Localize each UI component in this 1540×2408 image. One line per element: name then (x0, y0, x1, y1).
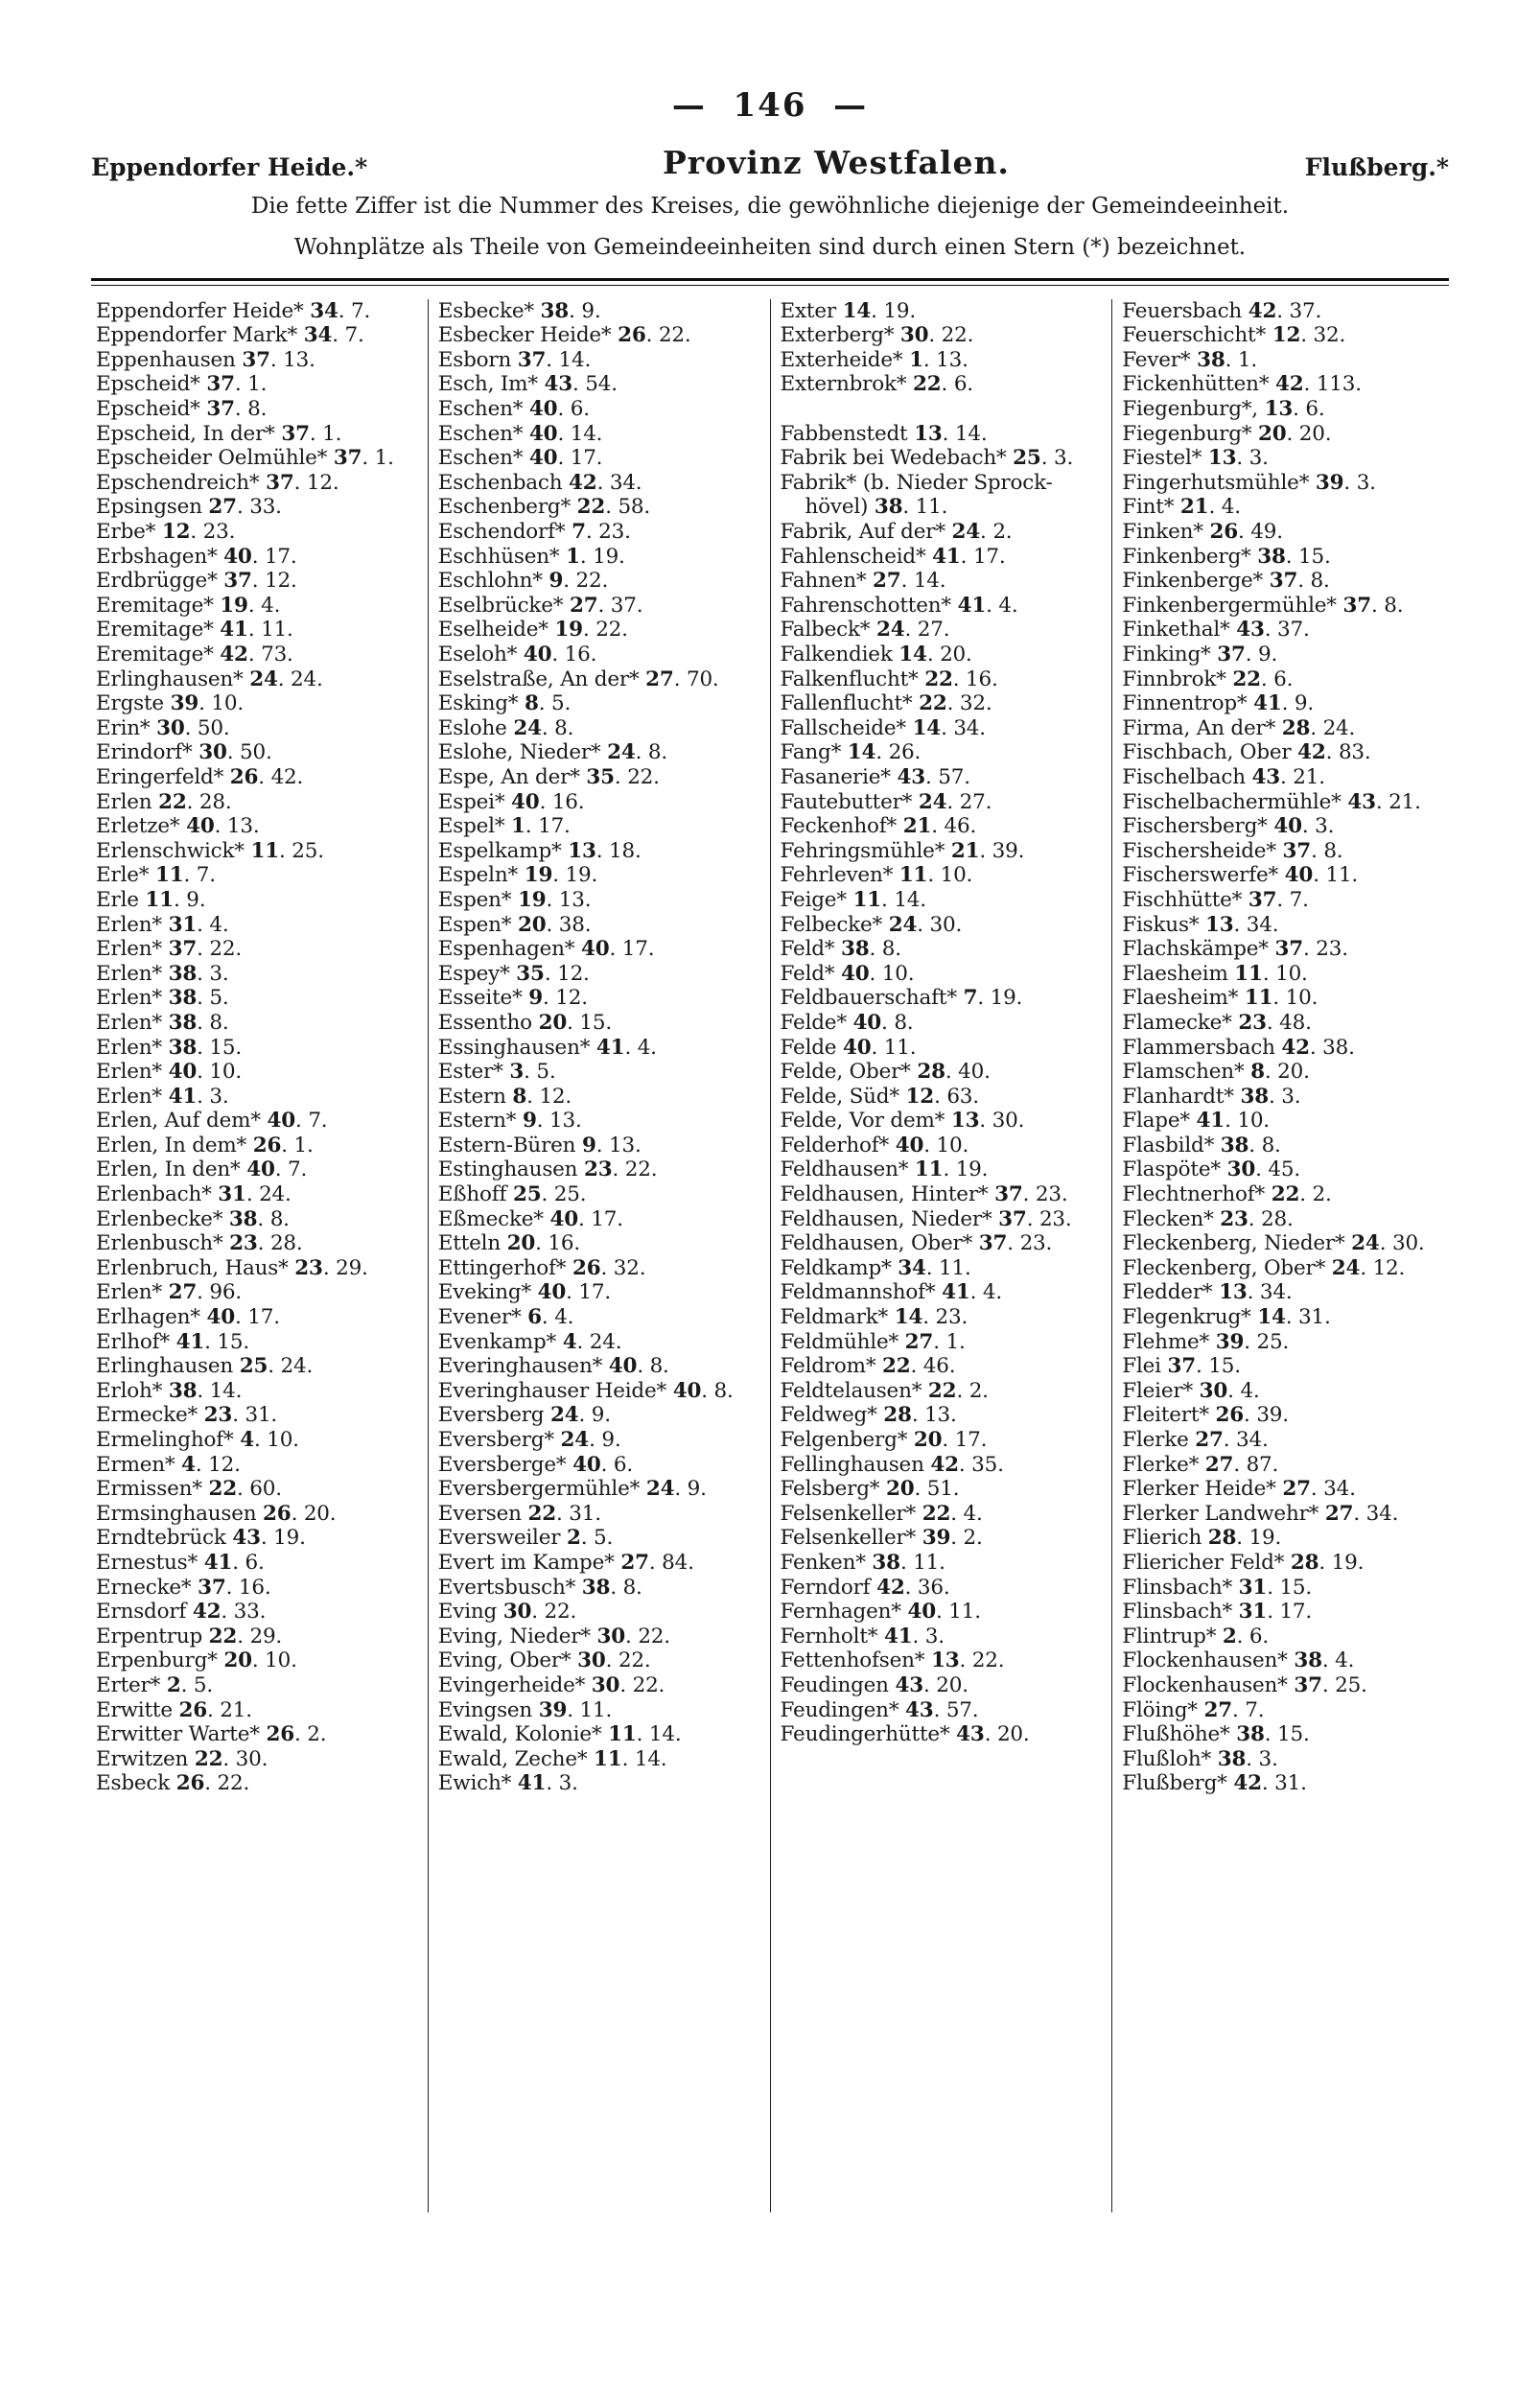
index-entry: Feldhausen, Nieder* 37. 23. (780, 1206, 1072, 1231)
index-entry: Epscheid, In der* 37. 1. (96, 421, 342, 446)
index-entry: Feldmark* 14. 23. (780, 1305, 968, 1330)
index-entry: Flasbild* 38. 8. (1122, 1133, 1281, 1157)
index-entry: Erlenbecke* 38. 8. (96, 1206, 290, 1231)
running-head-right: Flußberg.* (1304, 153, 1449, 181)
index-entry: Eselheide* 19. 22. (437, 618, 628, 643)
column-2-entries (438, 299, 760, 1796)
index-entry: Felde 40. 11. (780, 1035, 917, 1060)
index-entry: Eseloh* 40. 16. (437, 643, 597, 666)
index-entry: Feckenhof* 21. 46. (780, 814, 977, 839)
index-entry: Fabrik* (b. Nieder Sprock- (780, 470, 1053, 495)
index-entry: Everinghausen* 40. 8. (437, 1354, 669, 1379)
index-entry: Erlenbruch, Haus* 23. 29. (96, 1255, 368, 1280)
index-entry: Erdbrügge* 37. 12. (96, 569, 297, 594)
index-entry: Evertsbusch* 38. 8. (437, 1575, 642, 1600)
index-entry: Erlenbusch* 23. 28. (96, 1231, 303, 1256)
index-entry: Ermsinghausen 26. 20. (96, 1501, 337, 1526)
index-entry: Flanhardt* 38. 3. (1122, 1084, 1301, 1109)
index-entry: Eremitage* 42. 73. (96, 643, 293, 666)
page-title (367, 144, 1305, 181)
index-entry: Erlen* 37. 22. (96, 937, 243, 962)
index-entry: Ermissen* 22. 60. (96, 1477, 282, 1502)
index-entry: Ewald, Zeche* 11. 14. (437, 1746, 667, 1771)
index-entry: Ermelinghof* 4. 10. (96, 1428, 299, 1452)
index-entry: Feldkamp* 34. 11. (780, 1255, 971, 1280)
index-entry: Fischhütte* 37. 7. (1122, 887, 1309, 912)
index-entry: Feudingen 43. 20. (780, 1672, 968, 1697)
index-entry: Ermen* 4. 12. (96, 1452, 241, 1477)
page-number (0, 86, 1540, 125)
index-entry: Eßhoff 25. 25. (437, 1182, 587, 1207)
index-entry: Flape* 41. 10. (1122, 1109, 1270, 1134)
index-entry: Fernholt* 41. 3. (780, 1624, 945, 1648)
index-entry: Finkenberge* 37. 8. (1122, 569, 1330, 594)
index-entry: Felgenberg* 20. 17. (780, 1428, 988, 1452)
index-entry: Fiegenburg*, 13. 6. (1122, 397, 1325, 422)
index-entry: Feldmannshof* 41. 4. (780, 1280, 1002, 1305)
index-entry: Espey* 35. 12. (437, 961, 590, 986)
index-entry: Felsenkeller* 22. 4. (780, 1501, 983, 1526)
index-entry: Fiegenburg* 20. 20. (1122, 421, 1332, 446)
index-entry: Eslohe 24. 8. (437, 715, 574, 740)
index-entry: Falkenflucht* 22. 16. (780, 666, 998, 691)
index-entry: Erlen* 38. 15. (96, 1035, 243, 1060)
index-entry: Estinghausen 23. 22. (437, 1157, 658, 1182)
index-entry: Erwitzen 22. 30. (96, 1746, 268, 1771)
index-entry: Fleitert* 26. 39. (1122, 1403, 1289, 1428)
index-entry: Flamschen* 8. 20. (1122, 1060, 1310, 1085)
index-entry: Eschen* 40. 17. (437, 446, 603, 471)
index-entry: Erlhof* 41. 15. (96, 1329, 249, 1354)
index-entry: Essinghausen* 41. 4. (437, 1035, 657, 1060)
subtitle-line-2: Wohnplätze als Theile von Gemeindeeinheiten sind durch einen Stern (*) bezeichnet. (293, 235, 1247, 261)
index-entry: Flerker Heide* 27. 34. (1122, 1477, 1356, 1502)
index-entry: Finkethal* 43. 37. (1122, 618, 1310, 643)
index-entry: Estern* 9. 13. (437, 1109, 582, 1134)
page-title-prefix: Provinz (662, 144, 803, 181)
index-entry: Erwitter Warte* 26. 2. (96, 1722, 327, 1747)
index-entry: Eving 30. 22. (437, 1600, 577, 1625)
index-entry: Fischelbachermühle* 43. 21. (1122, 789, 1421, 814)
index-entry: Exterberg* 30. 22. (780, 323, 974, 348)
index-entry: Flechtnerhof* 22. 2. (1122, 1182, 1332, 1207)
index-entry: Fabbenstedt 13. 14. (780, 421, 988, 446)
subtitle-line-1: Die fette Ziffer ist die Nummer des Kreises, die gewöhnliche diejenige der Gemeindeeinheit. (250, 194, 1290, 219)
index-columns (86, 299, 1454, 2212)
index-entry: Erlenbach* 31. 24. (96, 1182, 292, 1207)
index-entry: hövel) 38. 11. (805, 495, 948, 520)
index-entry: Eving, Nieder* 30. 22. (437, 1624, 670, 1648)
index-entry: Fleier* 30. 4. (1122, 1378, 1260, 1403)
index-entry: Exterheide* 1. 13. (780, 347, 968, 372)
index-entry: Eschenbach 42. 34. (437, 470, 642, 495)
index-entry: Erter* 2. 5. (96, 1672, 213, 1697)
index-entry: Eppenhausen 37. 13. (96, 347, 315, 372)
index-entry: Ernsdorf 42. 33. (96, 1600, 267, 1625)
index-entry: Epscheid* 37. 8. (96, 397, 268, 422)
column-4-entries (1122, 299, 1444, 1796)
index-entry: Espen* 20. 38. (437, 912, 592, 937)
index-entry: Eschen* 40. 6. (437, 397, 590, 422)
index-entry: Fettenhofsen* 13. 22. (780, 1648, 1005, 1673)
index-entry: Evingsen 39. 11. (437, 1697, 613, 1722)
index-entry: Felde, Vor dem* 13. 30. (780, 1109, 1025, 1134)
index-entry: Fleckenberg, Nieder* 24. 30. (1122, 1231, 1425, 1256)
index-entry: Ferndorf 42. 36. (780, 1575, 950, 1600)
index-entry: Eslohe, Nieder* 24. 8. (437, 740, 668, 765)
index-entry: Feldrom* 22. 46. (780, 1354, 956, 1379)
index-entry: Flaspöte* 30. 45. (1122, 1157, 1300, 1182)
index-entry: Fehrleven* 11. 10. (780, 863, 973, 888)
index-entry: Fischbach, Ober 42. 83. (1122, 740, 1371, 765)
index-entry: Erlen, In dem* 26. 1. (96, 1133, 314, 1157)
index-entry: Eving, Ober* 30. 22. (437, 1648, 651, 1673)
index-entry: Fickenhütten* 42. 113. (1122, 372, 1362, 397)
index-entry: Felsenkeller* 39. 2. (780, 1526, 983, 1551)
index-entry: Epsingsen 27. 33. (96, 495, 282, 520)
index-entry: Ermecke* 23. 31. (96, 1403, 278, 1428)
index-entry: Finkenbergermühle* 37. 8. (1122, 593, 1404, 618)
index-entry: Flußberg* 42. 31. (1122, 1771, 1307, 1796)
index-entry: Eselstraße, An der* 27. 70. (437, 666, 719, 691)
index-entry: Eschen* 40. 14. (437, 421, 603, 446)
index-entry: Eringerfeld* 26. 42. (96, 764, 304, 789)
index-entry: Fischersberg* 40. 3. (1122, 814, 1335, 839)
index-entry: Firma, An der* 28. 24. (1122, 715, 1356, 740)
index-entry: Eversweiler 2. 5. (437, 1526, 614, 1551)
index-entry: Etteln 20. 16. (437, 1231, 581, 1256)
index-entry: Fahrenschotten* 41. 4. (780, 593, 1018, 618)
index-entry: Esch, Im* 43. 54. (437, 372, 618, 397)
index-entry: Esking* 8. 5. (437, 691, 572, 716)
index-entry: Feldhausen, Ober* 37. 23. (780, 1231, 1053, 1256)
index-entry: Erlen* 41. 3. (96, 1084, 229, 1109)
index-entry: Epscheider Oelmühle* 37. 1. (96, 446, 394, 471)
index-entry: Finkenberg* 38. 15. (1122, 544, 1331, 569)
index-entry: Felbecke* 24. 30. (780, 912, 963, 937)
index-entry: Eselbrücke* 27. 37. (437, 593, 643, 618)
index-entry: Feldtelausen* 22. 2. (780, 1378, 989, 1403)
index-entry: Flockenhausen* 37. 25. (1122, 1672, 1367, 1697)
index-entry: Eveking* 40. 17. (437, 1280, 612, 1305)
index-entry: Fenken* 38. 11. (780, 1550, 945, 1575)
index-entry: Essentho 20. 15. (437, 1010, 612, 1035)
index-entry: Fasanerie* 43. 57. (780, 764, 970, 789)
index-entry: Falkendiek 14. 20. (780, 643, 972, 666)
index-entry: Ewald, Kolonie* 11. 14. (437, 1722, 682, 1747)
index-entry: Fehringsmühle* 21. 39. (780, 838, 1025, 863)
index-entry: Feld* 38. 8. (780, 937, 901, 962)
index-entry: Erlen, In den* 40. 7. (96, 1157, 308, 1182)
index-column-3 (770, 299, 1112, 2212)
page-number-value: 146 (733, 86, 807, 125)
index-entry: Felde, Ober* 28. 40. (780, 1060, 991, 1085)
index-entry: Esseite* 9. 12. (437, 986, 588, 1011)
index-entry: Fabrik, Auf der* 24. 2. (780, 520, 1013, 545)
index-column-2 (428, 299, 770, 2212)
index-entry: Flamecke* 23. 48. (1122, 1010, 1312, 1035)
index-entry: Erlhagen* 40. 17. (96, 1305, 280, 1330)
index-entry: Fernhagen* 40. 11. (780, 1600, 981, 1625)
index-entry: Flei 37. 15. (1122, 1354, 1241, 1379)
index-entry: Erbe* 12. 23. (96, 520, 236, 545)
index-entry: Flaesheim* 11. 10. (1122, 986, 1318, 1011)
index-entry: Fallscheide* 14. 34. (780, 715, 986, 740)
index-entry: Erin* 30. 50. (96, 715, 230, 740)
index-entry: Fahnen* 27. 14. (780, 569, 946, 594)
index-entry: Erle* 11. 7. (96, 863, 216, 888)
index-entry: Erlen* 31. 4. (96, 912, 229, 937)
index-entry: Ernecke* 37. 16. (96, 1575, 271, 1600)
column-3-entries (781, 299, 1103, 1747)
index-entry: Eversbergermühle* 24. 9. (437, 1477, 707, 1502)
index-entry: Ettingerhof* 26. 32. (437, 1255, 646, 1280)
index-entry: Falbeck* 24. 27. (780, 618, 950, 643)
index-entry: Evenkamp* 4. 24. (437, 1329, 622, 1354)
index-entry: Fallenflucht* 22. 32. (780, 691, 992, 716)
index-entry: Eschendorf* 7. 23. (437, 520, 631, 545)
column-1-entries (96, 299, 418, 1796)
index-entry: Flehme* 39. 25. (1122, 1329, 1290, 1354)
index-entry: Esbeck 26. 22. (96, 1771, 250, 1796)
index-column-4 (1111, 299, 1454, 2212)
index-entry: Feldweg* 28. 13. (780, 1403, 957, 1428)
index-entry: Exter 14. 19. (780, 298, 917, 323)
index-entry: Fischersheide* 37. 8. (1122, 838, 1343, 863)
index-entry: Flinsbach* 31. 15. (1122, 1575, 1313, 1600)
index-entry: Fiskus* 13. 34. (1122, 912, 1279, 937)
index-entry: Espelkamp* 13. 18. (437, 838, 642, 863)
index-entry: Flußloh* 38. 3. (1122, 1746, 1278, 1771)
index-entry: Esborn 37. 14. (437, 347, 592, 372)
page-number-dash-right: — (806, 86, 869, 125)
index-entry: Feldhausen, Hinter* 37. 23. (780, 1182, 1068, 1207)
index-entry: Eppendorfer Heide* 34. 7. (96, 298, 371, 323)
index-entry: Eschlohn* 9. 22. (437, 569, 609, 594)
index-entry: Feldhausen* 11. 19. (780, 1157, 989, 1182)
index-entry: Flachskämpe* 37. 23. (1122, 937, 1348, 962)
index-entry: Erwitte 26. 21. (96, 1697, 252, 1722)
index-entry: Felderhof* 40. 10. (780, 1133, 969, 1157)
index-column-1 (86, 299, 428, 2212)
index-entry: Erlenschwick* 11. 25. (96, 838, 324, 863)
index-entry: Eschenberg* 22. 58. (437, 495, 651, 520)
index-entry: Feuerschicht* 12. 32. (1122, 323, 1346, 348)
index-entry: Erbshagen* 40. 17. (96, 544, 297, 569)
index-entry: Erletze* 40. 13. (96, 814, 260, 839)
index-entry: Ernestus* 41. 6. (96, 1550, 265, 1575)
index-entry: Everinghauser Heide* 40. 8. (437, 1378, 734, 1403)
index-entry: Flerker Landwehr* 27. 34. (1122, 1501, 1399, 1526)
header-rule-thin (91, 285, 1449, 286)
index-entry: Fautebutter* 24. 27. (780, 789, 992, 814)
index-entry: Flammersbach 42. 38. (1122, 1035, 1355, 1060)
index-entry: Flinsbach* 31. 17. (1122, 1600, 1313, 1625)
index-entry: Epscheid* 37. 1. (96, 372, 268, 397)
index-entry: Estern-Büren 9. 13. (437, 1133, 642, 1157)
index-entry: Erlen* 38. 3. (96, 961, 229, 986)
running-header (0, 144, 1540, 181)
index-entry: Erlen* 38. 5. (96, 986, 229, 1011)
index-entry: Feld* 40. 10. (780, 961, 915, 986)
index-entry: Eversberg* 24. 9. (437, 1428, 621, 1452)
index-entry: Flußhöhe* 38. 15. (1122, 1722, 1310, 1747)
index-entry: Flerke* 27. 87. (1122, 1452, 1279, 1477)
index-entry: Erle 11. 9. (96, 887, 206, 912)
index-entry: Evener* 6. 4. (437, 1305, 574, 1330)
index-entry: Espen* 19. 13. (437, 887, 592, 912)
index-entry: Erpentrup 22. 29. (96, 1624, 283, 1648)
index-entry: Erpenburg* 20. 10. (96, 1648, 297, 1673)
index-entry: Finnentrop* 41. 9. (1122, 691, 1315, 716)
index-entry: Fint* 21. 4. (1122, 495, 1241, 520)
index-entry: Fever* 38. 1. (1122, 347, 1257, 372)
index-entry: Espenhagen* 40. 17. (437, 937, 655, 962)
index-entry: Eppendorfer Mark* 34. 7. (96, 323, 364, 348)
index-entry: Flockenhausen* 38. 4. (1122, 1648, 1355, 1673)
index-entry: Eversen 22. 31. (437, 1501, 601, 1526)
index-entry: Erlinghausen 25. 24. (96, 1354, 314, 1379)
index-entry: Feudingerhütte* 43. 20. (780, 1722, 1030, 1747)
index-entry: Fahlenscheid* 41. 17. (780, 544, 1006, 569)
index-entry: Fischelbach 43. 21. (1122, 764, 1325, 789)
index-entry: Eßmecke* 40. 17. (437, 1206, 623, 1231)
index-entry: Esbecke* 38. 9. (437, 298, 601, 323)
index-entry: Evert im Kampe* 27. 84. (437, 1550, 694, 1575)
index-entry: Erloh* 38. 14. (96, 1378, 243, 1403)
index-entry: Eversberg 24. 9. (437, 1403, 611, 1428)
index-entry: Erlen, Auf dem* 40. 7. (96, 1109, 328, 1134)
index-entry: Espel* 1. 17. (437, 814, 571, 839)
index-entry: Feudingen* 43. 57. (780, 1697, 979, 1722)
index-entry: Felde* 40. 8. (780, 1010, 914, 1035)
index-entry: Externbrok* 22. 6. (780, 372, 973, 397)
index-entry: Finking* 37. 9. (1122, 643, 1278, 666)
index-entry: Fabrik bei Wedebach* 25. 3. (780, 446, 1074, 471)
index-entry: Ester* 3. 5. (437, 1060, 556, 1085)
index-entry: Flegenkrug* 14. 31. (1122, 1305, 1331, 1330)
index-entry: Flerke 27. 34. (1122, 1428, 1269, 1452)
index-entry: Flaesheim 11. 10. (1122, 961, 1308, 986)
index-entry: Erlen* 27. 96. (96, 1280, 243, 1305)
index-entry: Fang* 14. 26. (780, 740, 922, 765)
page-title-main: Westfalen. (814, 144, 1010, 181)
index-entry: Feuersbach 42. 37. (1122, 298, 1322, 323)
index-entry: Feldmühle* 27. 1. (780, 1329, 966, 1354)
index-entry: Fischerswerfe* 40. 11. (1122, 863, 1359, 888)
index-entry: Flierich 28. 19. (1122, 1526, 1282, 1551)
index-entry: Erndtebrück 43. 19. (96, 1526, 306, 1551)
index-entry: Espe, An der* 35. 22. (437, 764, 660, 789)
index-spacer (781, 397, 1103, 422)
index-entry: Flöing* 27. 7. (1122, 1697, 1265, 1722)
index-entry: Fingerhutsmühle* 39. 3. (1122, 470, 1376, 495)
index-entry: Eremitage* 19. 4. (96, 593, 281, 618)
page-number-dash-left: — (671, 86, 734, 125)
index-entry: Finnbrok* 22. 6. (1122, 666, 1294, 691)
index-entry: Epschendreich* 37. 12. (96, 470, 339, 495)
index-entry: Erlen* 40. 10. (96, 1060, 243, 1085)
index-entry: Flecken* 23. 28. (1122, 1206, 1294, 1231)
index-entry: Fiestel* 13. 3. (1122, 446, 1269, 471)
index-entry: Eremitage* 41. 11. (96, 618, 293, 643)
index-entry: Flintrup* 2. 6. (1122, 1624, 1270, 1648)
index-entry: Evingerheide* 30. 22. (437, 1672, 665, 1697)
index-entry: Eschhüsen* 1. 19. (437, 544, 625, 569)
index-entry: Ergste 39. 10. (96, 691, 244, 716)
index-entry: Fledder* 13. 34. (1122, 1280, 1293, 1305)
index-entry: Feige* 11. 14. (780, 887, 926, 912)
index-entry: Estern 8. 12. (437, 1084, 572, 1109)
index-entry: Feldbauerschaft* 7. 19. (780, 986, 1023, 1011)
index-entry: Fleckenberg, Ober* 24. 12. (1122, 1255, 1406, 1280)
header-rule-thick (91, 278, 1449, 281)
index-entry: Esbecker Heide* 26. 22. (437, 323, 691, 348)
index-entry: Espeln* 19. 19. (437, 863, 598, 888)
index-entry: Ewich* 41. 3. (437, 1771, 578, 1796)
index-entry: Espei* 40. 16. (437, 789, 585, 814)
index-entry: Felde, Süd* 12. 63. (780, 1084, 979, 1109)
index-entry: Erlen* 38. 8. (96, 1010, 229, 1035)
index-entry: Eversberge* 40. 6. (437, 1452, 633, 1477)
running-head-left: Eppendorfer Heide.* (91, 153, 368, 181)
index-entry: Erindorf* 30. 50. (96, 740, 272, 765)
index-entry: Fellinghausen 42. 35. (780, 1452, 1004, 1477)
index-entry: Felsberg* 20. 51. (780, 1477, 960, 1502)
index-entry: Finken* 26. 49. (1122, 520, 1283, 545)
page-root (0, 86, 1540, 2408)
index-entry: Erlinghausen* 24. 24. (96, 666, 323, 691)
index-entry: Erlen 22. 28. (96, 789, 232, 814)
index-entry: Fliericher Feld* 28. 19. (1122, 1550, 1365, 1575)
